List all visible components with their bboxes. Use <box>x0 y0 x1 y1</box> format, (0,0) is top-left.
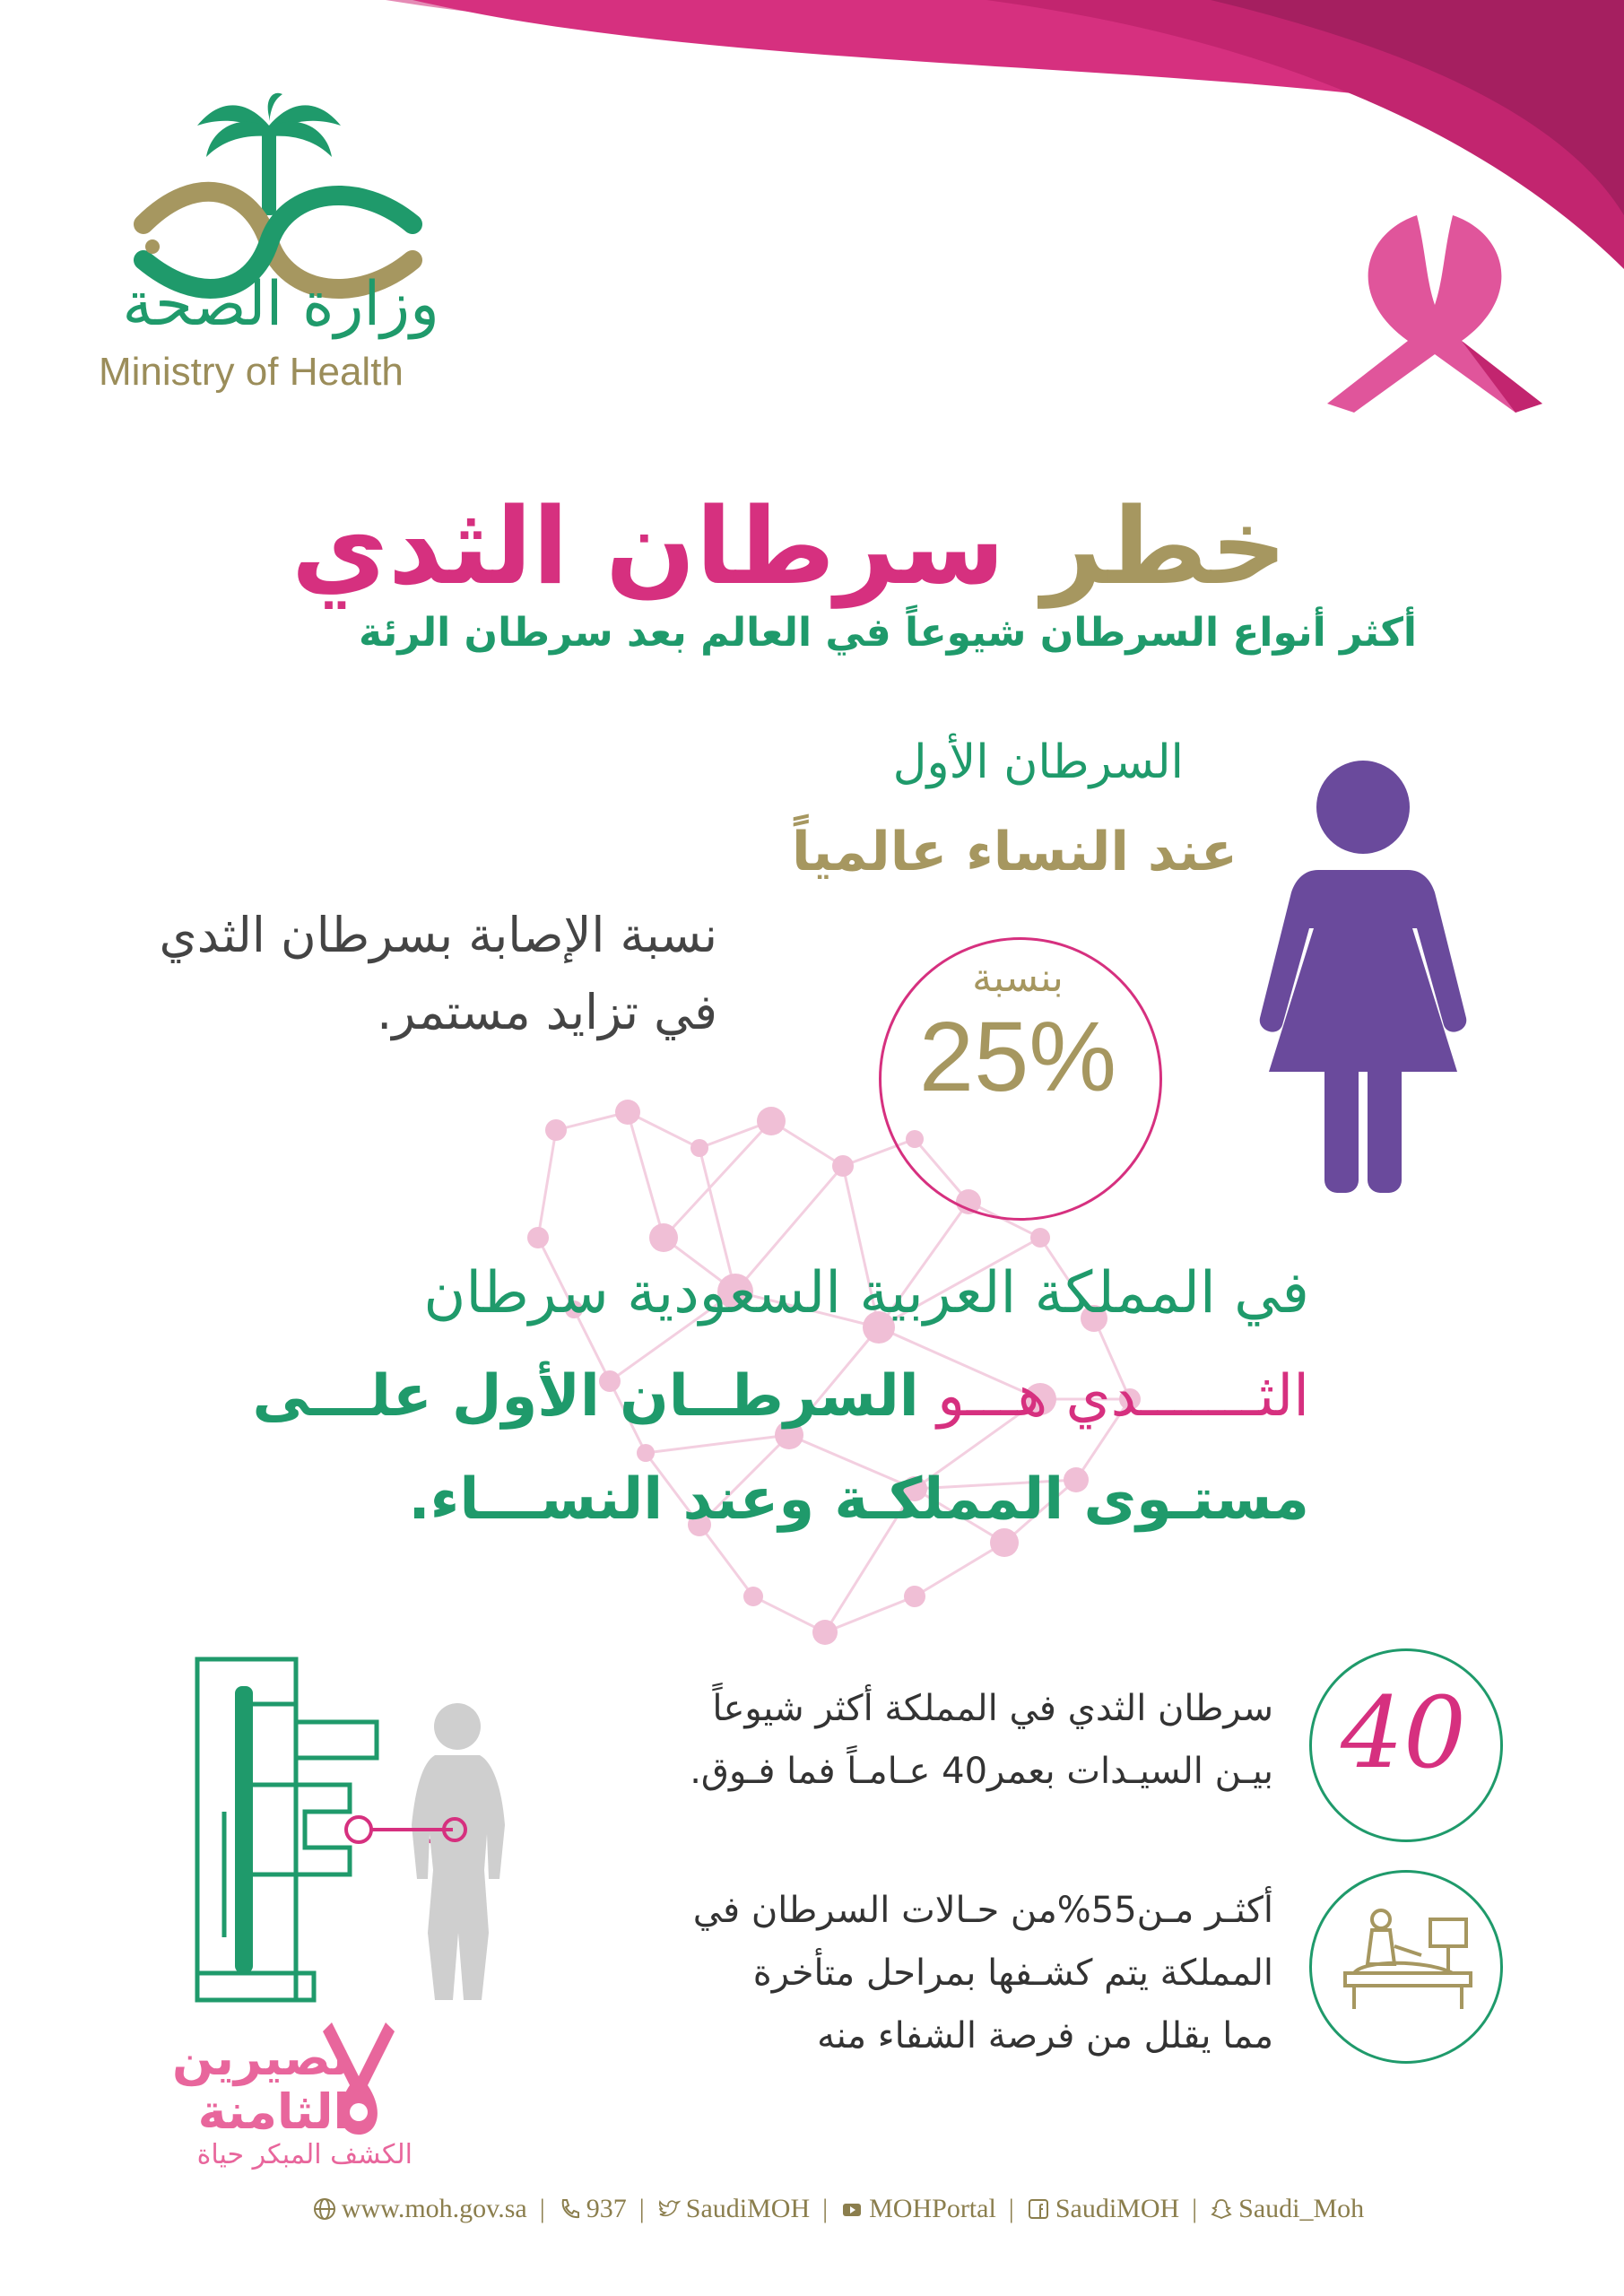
woman-silhouette-icon <box>399 1700 516 2005</box>
hospital-bed-icon <box>1327 1901 1480 2027</box>
age-40-number: 40 <box>1341 1675 1466 1790</box>
title-word-risk: خطر <box>1041 484 1288 608</box>
campaign-line-2: الثامنة <box>197 2083 350 2140</box>
ksa-line-2-bold: السرطــان الأول علـــى <box>252 1363 919 1430</box>
footer-contact-bar: www.moh.gov.sa | 937 | SaudiMOH | MOHPortal | SaudiMOH | Saudi_Moh <box>224 2187 1453 2231</box>
among-women-globally: عند النساء عالمياً <box>791 821 1238 883</box>
late-detection-fact <box>538 1879 1273 2067</box>
percent-value: 25% <box>918 1002 1117 1112</box>
moh-english-name: Ministry of Health <box>99 350 404 394</box>
late-fact-line-1: أكثـر مـن55%من حـالات السرطان في <box>692 1890 1273 1931</box>
percent-label: بنسبة <box>972 955 1064 1001</box>
twitter-text: SaudiMOH <box>685 2194 811 2223</box>
footer-phone[interactable] <box>558 2194 627 2224</box>
globe-icon <box>313 2197 336 2221</box>
youtube-icon <box>840 2197 864 2221</box>
age-fact-line-2: بيـن السيـدات بعمر40 عـامـاً فما فـوق. <box>690 1751 1273 1792</box>
first-cancer-label: السرطان الأول <box>892 735 1184 789</box>
campaign-title <box>117 2031 350 2139</box>
late-fact-line-2: المملكة يتم كشـفها بمراحل متأخرة <box>752 1952 1273 1994</box>
incidence-line-2: في تزايد مستمر. <box>377 984 717 1040</box>
age-fact <box>538 1677 1273 1803</box>
website-text: www.moh.gov.sa <box>341 2194 527 2223</box>
late-fact-line-3: مما يقلل من فرصة الشفاء منه <box>817 2015 1273 2057</box>
twitter-icon <box>657 2197 681 2221</box>
footer-snapchat[interactable] <box>1210 2194 1364 2224</box>
title-breast-cancer: سرطان الثدي <box>291 484 1005 608</box>
facebook-text: SaudiMOH <box>1055 2194 1180 2223</box>
footer-website[interactable] <box>313 2194 527 2224</box>
ksa-line-3: مستـوى المملكـة وعند النســـاء. <box>408 1466 1309 1533</box>
footer-facebook[interactable] <box>1027 2194 1179 2224</box>
page-subtitle: أكثر أنواع السرطان شيوعاً في العالم بعد سرطان الرئة <box>359 610 1417 656</box>
campaign-tagline: الكشف المبكر حياة <box>196 2139 413 2170</box>
campaign-line-1: تصيرين <box>172 2030 350 2086</box>
ksa-line-1: في المملكة العربية السعودية سرطان <box>423 1260 1309 1326</box>
snapchat-icon <box>1210 2197 1233 2221</box>
woman-icon <box>1255 758 1471 1197</box>
footer-twitter[interactable] <box>657 2194 810 2224</box>
moh-arabic-name: وزارة الصحة <box>122 269 439 340</box>
phone-text: 937 <box>586 2194 627 2223</box>
facebook-icon <box>1027 2197 1050 2221</box>
footer-youtube[interactable] <box>840 2194 996 2224</box>
age-fact-line-1: سرطان الثدي في المملكة أكثر شيوعاً <box>712 1688 1273 1729</box>
phone-icon <box>558 2197 581 2221</box>
incidence-statement <box>54 897 717 1051</box>
pink-ribbon-icon <box>1309 197 1560 422</box>
youtube-text: MOHPortal <box>869 2194 996 2223</box>
snapchat-text: Saudi_Moh <box>1238 2194 1365 2223</box>
page-title <box>269 484 1309 608</box>
ksa-line-2-pink: الثـــــــدي هـــو <box>937 1363 1309 1430</box>
incidence-line-1: نسبة الإصابة بسرطان الثدي <box>159 907 717 963</box>
ksa-line-2 <box>179 1363 1309 1430</box>
